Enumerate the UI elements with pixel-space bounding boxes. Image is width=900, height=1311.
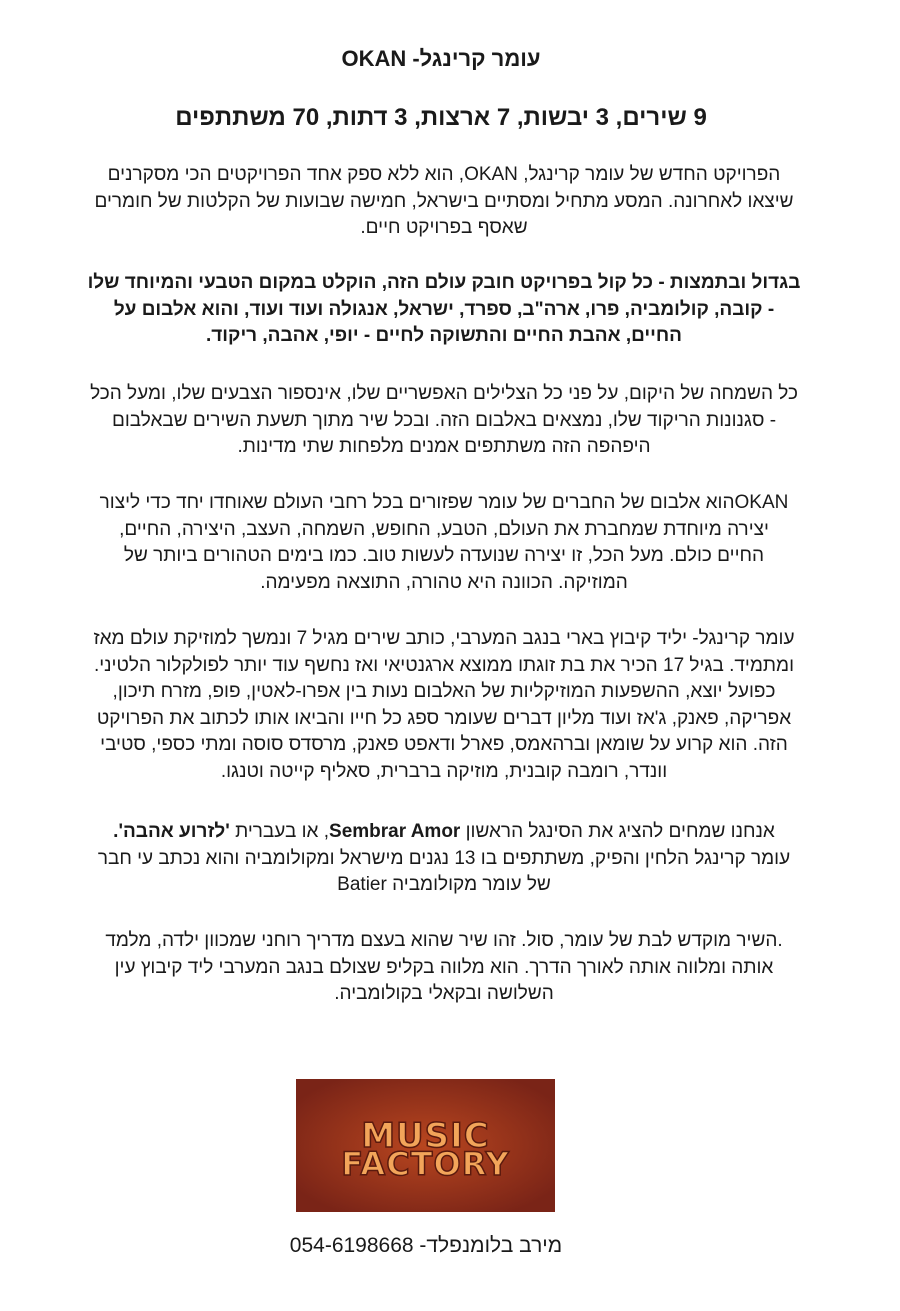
paragraph-dedication — [28, 928, 860, 1008]
paragraph-line: היפהפה הזה משתתפים אמנים מלפחות שתי מדינות. — [237, 436, 651, 457]
paragraph-line: אפריקה, פאנק, ג'אז ועוד מליון דברים שעומר ספג כל חייו והביאו אותו לכתוב את הפרויקט — [96, 707, 792, 729]
paragraph-intro — [28, 162, 860, 242]
paragraph-line: השלושה ובקאלי בקולומביה. — [334, 983, 554, 1004]
paragraph-line: החיים כולם. מעל הכל, זו יצירה שנועדה לעשות טוב. כמו בימים הטהורים ביותר של — [123, 545, 765, 566]
paragraph-line: כפועל יוצא, ההשפעות המוזיקליות של האלבום נעות בין אפרו-לאטין, פופ, מזרח תיכון, — [112, 681, 776, 702]
paragraph-line — [28, 819, 860, 846]
single-mid-text: , או בעברית — [229, 821, 330, 842]
paragraph-line: שאסף בפרויקט חיים. — [360, 217, 528, 238]
svg-text:MUSIC: MUSIC — [361, 1116, 490, 1156]
paragraph-line: עומר קרינגל- יליד קיבוץ בארי בנגב המערבי, כותב שירים מגיל 7 ונמשך למוזיקת עולם מאז — [93, 628, 795, 649]
paragraph-line: כל השמחה של היקום, על פני כל הצלילים האפשריים שלו, אינספור הצבעים שלו, ומעל הכל — [90, 383, 798, 404]
single-song-name: Sembrar Amor — [329, 821, 461, 842]
paragraph-line: ומתמיד. בגיל 17 הכיר את בת זוגתו ממוצא ארגנטיאי ואז נחשף עוד יותר לפולקלור הלטיני. — [93, 654, 795, 676]
svg-text:FACTORY: FACTORY — [341, 1145, 510, 1183]
paragraph-line: וונדר, רומבה קובנית, מוזיקה ברברית, סאליף קייטה וטנגו. — [220, 760, 668, 782]
paragraph-line: עומר קרינגל הלחין והפיק, משתתפים בו 13 נגנים מישראל ומקולומביה והוא נכתב עי חבר — [97, 847, 791, 869]
music-factory-logo — [296, 1079, 555, 1212]
paragraph-album-friends — [28, 490, 860, 596]
paragraph-single — [28, 819, 860, 899]
single-hebrew-name: 'לזרוע אהבה'. — [113, 821, 230, 842]
contact-line: מירב בלומנפלד- 054-6198668 — [289, 1234, 563, 1257]
paragraph-line: OKANהוא אלבום של החברים של עומר שפזורים בכל רחבי העולם שאוחדו יחד כדי ליצור — [99, 492, 789, 513]
paragraph-artist-bio — [28, 626, 860, 785]
paragraph-line: שיצאו לאחרונה. המסע מתחיל ומסתיים בישראל, חמישה שבועות של הקלטות של חומרים — [94, 190, 794, 212]
paragraph-line: בגדול ובתמצות - כל קול בפרויקט חובק עולם הזה, הוקלט במקום הטבעי והמיוחד שלו — [87, 272, 801, 293]
paragraph-line: הפרויקט החדש של עומר קרינגל, OKAN, הוא ללא ספק אחד הפרויקטים הכי מסקרנים — [107, 164, 781, 185]
paragraph-summary-bold — [28, 270, 860, 350]
paragraph-line: הזה. הוא קרוע על שומאן וברהאמס, פארל ודאפט פאנק, מרסדס סוסה ומתי כספי, סטיבי — [100, 734, 788, 755]
paragraph-line: המוזיקה. הכוונה היא טהורה, התוצאה מפעימה. — [260, 571, 628, 593]
paragraph-line: אותה ומלווה אותה לאורך הדרך. הוא מלווה בקליפ שצולם בנגב המערבי ליד קיבוץ עין — [114, 956, 774, 978]
page-subtitle: 9 שירים, 3 יבשות, 7 ארצות, 3 דתות, 70 משתתפים — [175, 104, 707, 131]
single-intro-text: אנחנו שמחים להציג את הסינגל הראשון — [460, 821, 775, 842]
paragraph-line: החיים, אהבת החיים והתשוקה לחיים - יופי, אהבה, ריקוד. — [205, 325, 683, 346]
paragraph-line: - קובה, קולומביה, פרו, ארה"ב, ספרד, ישראל, אנגולה ועוד ועוד, והוא אלבום על — [113, 298, 775, 320]
paragraph-line: יצירה מיוחדת שמחברת את העולם, הטבע, החופש, השמחה, העצב, היצירה, החיים, — [119, 518, 769, 540]
paragraph-line: - סגנונות הריקוד שלו, נמצאים באלבום הזה. ובכל שיר מתוך תשעת השירים שבאלבום — [111, 409, 777, 431]
paragraph-line: .השיר מוקדש לבת של עומר, סול. זהו שיר שהוא בעצם מדריך רוחני שמכוון ילדה, מלמד — [105, 930, 783, 951]
music-factory-logo-graphic — [296, 1079, 555, 1212]
paragraph-joy — [28, 381, 860, 461]
page-title: עומר קרינגל- OKAN — [341, 46, 541, 71]
paragraph-line: של עומר מקולומביה Batier — [337, 874, 551, 895]
